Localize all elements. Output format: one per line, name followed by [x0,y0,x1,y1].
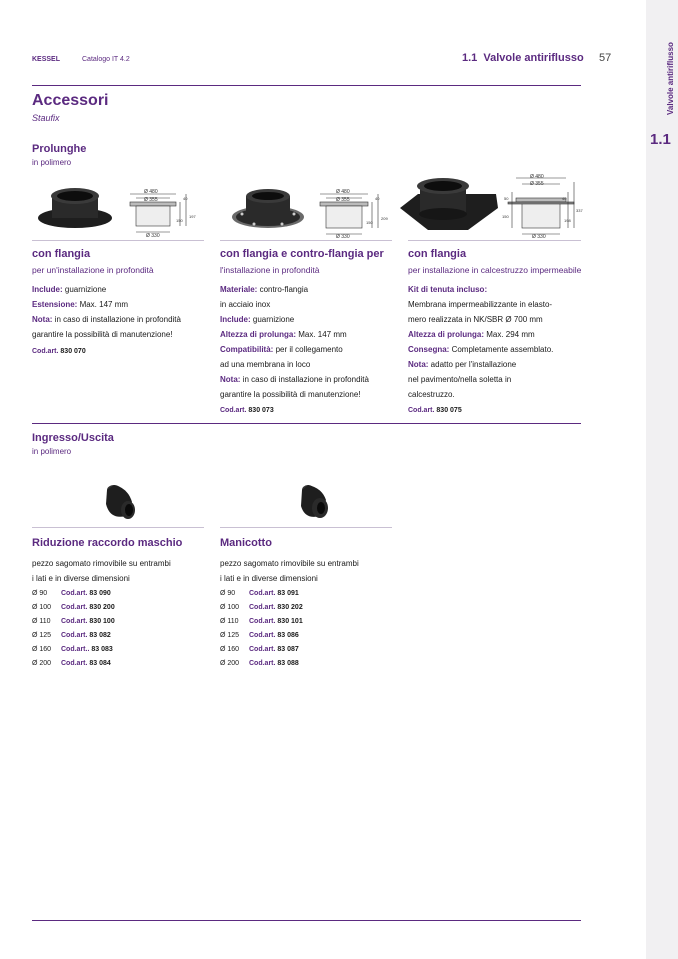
dim-h2: 150 [176,218,183,223]
divider [32,527,204,528]
variant-row: Ø 200 Cod.art. 83 088 [220,660,299,667]
spec-line: Membrana impermeabilizzante in elasto- [408,300,553,309]
product-image-830073 [220,172,392,240]
spec-line: Materiale: contro-flangia [220,285,309,294]
extension-counterflange-image [232,189,304,228]
section-ingresso-title: Ingresso/Uscita [32,432,114,444]
variant-row: Ø 110 Cod.art. 830 100 [32,618,115,625]
variant-row: Ø 160 Cod.art. 83 087 [220,646,299,653]
page-number: 57 [599,52,612,64]
spec-line: ad una membrana in loco [220,360,311,369]
dim-h2: 150 [366,220,373,225]
product-image-830075 [398,168,588,240]
dim-d2: Ø 355 [530,181,544,187]
spec-line: Altezza di prolunga: Max. 294 mm [408,330,535,339]
fitting-title: Riduzione raccordo maschio [32,537,183,549]
article-code: Cod.art. 830 073 [220,407,274,414]
spec-line: garantire la possibilità di manutenzione! [32,330,173,339]
variant-row: Ø 125 Cod.art. 83 086 [220,632,299,639]
dim-h3: 198 [564,218,571,223]
variant-row: Ø 90 Cod.art. 83 090 [32,590,111,597]
page-title: Accessori [32,92,109,109]
dim-d2: Ø 355 [144,197,158,203]
divider [32,240,204,241]
dim-h5: 50 [504,196,509,201]
spec-line: in acciaio inox [220,300,271,309]
product-image-830070 [32,172,202,240]
chapter-number: 1.1 [650,131,671,148]
spec-line: Nota: in caso di installazione in profondità [220,375,369,384]
spec-line: Nota: adatto per l'installazione [408,360,517,369]
variant-row: Ø 90 Cod.art. 83 091 [220,590,299,597]
spec-line: Consegna: Completamente assemblato. [408,345,554,354]
header-divider [32,85,581,86]
page-subtitle: Staufix [32,113,60,123]
dim-h1: 40 [562,196,567,201]
extension-flange-image [38,188,112,228]
divider [408,240,581,241]
dim-d1: Ø 480 [144,189,158,195]
section-heading: 1.1 Valvole antiriflusso [462,52,584,64]
catalog-label: Catalogo IT 4.2 [82,56,130,63]
dimension-drawing [130,194,186,232]
section-divider [32,423,581,424]
extension-membrane-image [400,178,498,230]
spec-line: Nota: in caso di installazione in profondità [32,315,181,324]
dim-h2: 150 [502,214,509,219]
article-code: Cod.art. 830 070 [32,348,86,355]
spec-line: Compatibilità: per il collegamento [220,345,343,354]
spec-line: nel pavimento/nella soletta in [408,375,512,384]
dim-d3: Ø 330 [336,234,350,240]
spec-line: calcestruzzo. [408,390,455,399]
dim-h3: 209 [381,216,388,221]
section-prolunghe-title: Prolunghe [32,143,87,155]
divider [220,527,392,528]
dim-d2: Ø 355 [336,197,350,203]
dim-h1: 40 [375,196,380,201]
product-title: con flangia [32,248,91,260]
product-specs [32,282,212,342]
product-subtitle: l'installazione in profondità [220,265,320,275]
dim-d3: Ø 330 [146,233,160,239]
product-subtitle: per un'installazione in profondità [32,265,154,275]
dim-d1: Ø 480 [336,189,350,195]
sidebar-vertical-label: Valvole antiriflusso [666,42,675,115]
desc-line: pezzo sagomato rimovibile su entrambi [220,559,359,568]
product-subtitle: per installazione in calcestruzzo impermeabile [408,265,582,275]
variant-row: Ø 100 Cod.art. 830 200 [32,604,115,611]
dim-h3: 197 [189,214,196,219]
product-title: con flangia [408,248,467,260]
footer-divider [32,920,581,921]
variant-row: Ø 100 Cod.art. 830 202 [220,604,303,611]
product-title: con flangia e contro-flangia per [220,248,384,260]
spec-line: mero realizzata in NK/SBR Ø 700 mm [408,315,543,324]
product-specs [408,282,588,402]
dim-d1: Ø 480 [530,174,544,180]
variant-row: Ø 160 Cod.art.. 83 083 [32,646,113,653]
desc-line: pezzo sagomato rimovibile su entrambi [32,559,171,568]
section-ingresso-subtitle: in polimero [32,447,72,456]
spec-line: Altezza di prolunga: Max. 147 mm [220,330,347,339]
fitting-desc [220,556,359,586]
variant-row: Ø 110 Cod.art. 830 101 [220,618,303,625]
fitting-desc [32,556,171,586]
product-specs [220,282,400,402]
dim-d3: Ø 330 [532,234,546,240]
section-prolunghe-subtitle: in polimero [32,158,72,167]
desc-line: i lati e in diverse dimensioni [32,574,130,583]
spec-line: Include: guarnizione [32,285,107,294]
fitting-title: Manicotto [220,537,272,549]
variant-row: Ø 200 Cod.art. 83 084 [32,660,111,667]
desc-line: i lati e in diverse dimensioni [220,574,318,583]
article-code: Cod.art. 830 075 [408,407,462,414]
dim-h4: 337 [576,208,583,213]
reducer-fitting-image [100,480,140,524]
spec-line: Estensione: Max. 147 mm [32,300,129,309]
dim-h1: 40 [183,196,188,201]
socket-fitting-image [296,480,336,524]
spec-line: Include: guarnizione [220,315,295,324]
brand-name: KESSEL [32,56,61,63]
divider [220,240,392,241]
spec-line: Kit di tenuta incluso: [408,285,488,294]
spec-line: garantire la possibilità di manutenzione! [220,390,361,399]
variant-row: Ø 125 Cod.art. 83 082 [32,632,111,639]
